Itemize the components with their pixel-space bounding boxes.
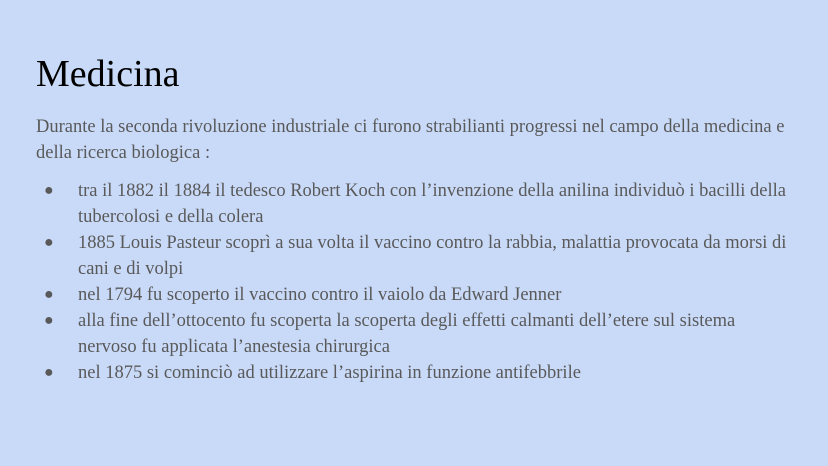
list-item-text: nel 1794 fu scoperto il vaccino contro il vaiolo da Edward Jenner <box>78 285 562 305</box>
bullet-list <box>36 178 796 386</box>
list-item-text: alla fine dell’ottocento fu scoperta la scoperta degli effetti calmanti dell’etere sul sistema nervoso fu applicata l’anestesia chirurgica <box>78 311 736 357</box>
bullet-icon: ● <box>44 182 54 199</box>
bullet-icon: ● <box>44 286 54 303</box>
list-item <box>36 230 796 282</box>
list-item <box>36 178 796 230</box>
slide-title: Medicina <box>36 53 180 95</box>
list-item-text: nel 1875 si cominciò ad utilizzare l’aspirina in funzione antifebbrile <box>78 363 581 383</box>
list-item-text: 1885 Louis Pasteur scoprì a sua volta il vaccino contro la rabbia, malattia provocata da morsi di cani e di volpi <box>78 233 787 279</box>
bullet-icon: ● <box>44 234 54 251</box>
list-item-text: tra il 1882 il 1884 il tedesco Robert Koch con l’invenzione della anilina individuò i bacilli della tubercolosi e della colera <box>78 181 786 227</box>
list-item <box>36 308 796 360</box>
bullet-icon: ● <box>44 312 54 329</box>
list-item <box>36 282 796 308</box>
list-item <box>36 360 796 386</box>
intro-paragraph: Durante la seconda rivoluzione industriale ci furono strabilianti progressi nel campo della medicina e della ricerca biologica : <box>36 117 785 163</box>
bullet-icon: ● <box>44 364 54 381</box>
